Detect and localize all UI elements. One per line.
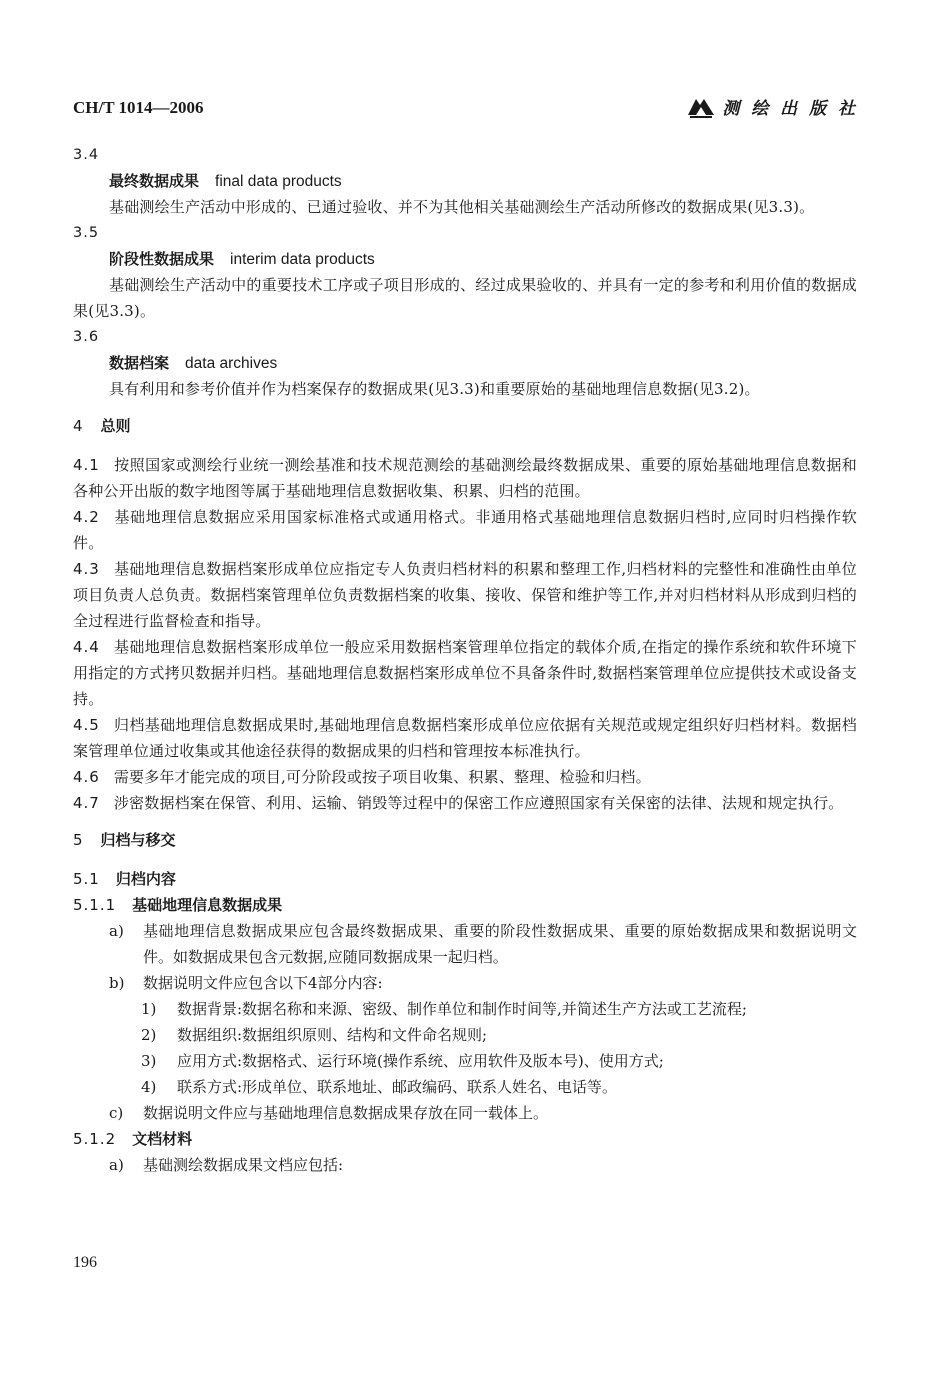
term-heading xyxy=(73,168,857,194)
term-cn: 最终数据成果 xyxy=(109,172,200,190)
clause: 4.7 涉密数据档案在保管、利用、运输、销毁等过程中的保密工作应遵照国家有关保密的法律、法规和规定执行。 xyxy=(73,794,844,812)
section-number: 3.6 xyxy=(73,329,100,345)
term-heading xyxy=(73,246,857,272)
term-definition: 基础测绘生产活动中的重要技术工序或子项目形成的、经过成果验收的、并具有一定的参考和利用价值的数据成果(见3.3)。 xyxy=(73,276,857,320)
subsection-heading: 5.1.1 基础地理信息数据成果 xyxy=(73,896,283,914)
term-definition: 基础测绘生产活动中形成的、已通过验收、并不为其他相关基础测绘生产活动所修改的数据成果(见3.3)。 xyxy=(109,198,815,216)
sub-list-item: 1) 数据背景:数据名称和来源、密级、制作单位和制作时间等,并简述生产方法或工艺流程; xyxy=(141,1000,747,1018)
list-item: a) 基础地理信息数据成果应包含最终数据成果、重要的阶段性数据成果、重要的原始数据成果和数据说明文件。如数据成果包含元数据,应随同数据成果一起归档。 xyxy=(109,922,857,966)
standard-code: CH/T 1014—2006 xyxy=(73,98,204,117)
document-body xyxy=(73,142,857,1178)
sub-list-item: 3) 应用方式:数据格式、运行环境(操作系统、应用软件及版本号)、使用方式; xyxy=(141,1052,664,1070)
term-cn: 阶段性数据成果 xyxy=(109,250,215,268)
section-number: 3.5 xyxy=(73,225,100,241)
publisher-mark xyxy=(686,94,858,119)
sub-list-item: 2) 数据组织:数据组织原则、结构和文件命名规则; xyxy=(141,1026,488,1044)
clause: 4.2 基础地理信息数据应采用国家标准格式或通用格式。非通用格式基础地理信息数据归档时,应同时归档操作软件。 xyxy=(73,508,857,552)
chapter-heading: 5 归档与移交 xyxy=(73,831,176,849)
term-en: data archives xyxy=(185,355,278,372)
sub-list-item: 4) 联系方式:形成单位、联系地址、邮政编码、联系人姓名、电话等。 xyxy=(141,1078,618,1096)
term-en: interim data products xyxy=(230,251,375,268)
clause: 4.5 归档基础地理信息数据成果时,基础地理信息数据档案形成单位应依据有关规范或规定组织好归档材料。数据档案管理单位通过收集或其他途径获得的数据成果的归档和管理按本标准执行。 xyxy=(73,716,857,760)
list-item: b) 数据说明文件应包含以下4部分内容: xyxy=(109,974,383,992)
publisher-logo-icon xyxy=(686,95,716,119)
list-item: a) 基础测绘数据成果文档应包括: xyxy=(109,1156,344,1174)
clause: 4.3 基础地理信息数据档案形成单位应指定专人负责归档材料的积累和整理工作,归档材料的完整性和准确性由单位项目负责人总负责。数据档案管理单位负责数据档案的收集、接收、保管和维护等工作,并对归档材料从形成到归档的全过程进行监督检查和指导。 xyxy=(73,560,857,630)
publisher-name: 测 绘 出 版 社 xyxy=(722,99,858,119)
term-en: final data products xyxy=(215,173,342,190)
clause: 4.1 按照国家或测绘行业统一测绘基准和技术规范测绘的基础测绘最终数据成果、重要的原始基础地理信息数据和各种公开出版的数字地图等属于基础地理信息数据收集、积累、归档的范围。 xyxy=(73,456,857,500)
subsection-heading: 5.1 归档内容 xyxy=(73,870,176,888)
list-item: c) 数据说明文件应与基础地理信息数据成果存放在同一载体上。 xyxy=(109,1104,549,1122)
term-definition: 具有利用和参考价值并作为档案保存的数据成果(见3.3)和重要原始的基础地理信息数据(见3.2)。 xyxy=(109,380,760,398)
term-cn: 数据档案 xyxy=(109,354,170,372)
subsection-heading: 5.1.2 文档材料 xyxy=(73,1130,193,1148)
page-number: 196 xyxy=(73,1254,97,1271)
section-number: 3.4 xyxy=(73,147,100,163)
clause: 4.6 需要多年才能完成的项目,可分阶段或按子项目收集、积累、整理、检验和归档。 xyxy=(73,768,651,786)
clause: 4.4 基础地理信息数据档案形成单位一般应采用数据档案管理单位指定的载体介质,在指定的操作系统和软件环境下用指定的方式拷贝数据并归档。基础地理信息数据档案形成单位不具备条件时,数据档案管理单位应提供技术或设备支持。 xyxy=(73,638,857,708)
term-heading xyxy=(73,350,857,376)
chapter-heading: 4 总则 xyxy=(73,417,131,435)
